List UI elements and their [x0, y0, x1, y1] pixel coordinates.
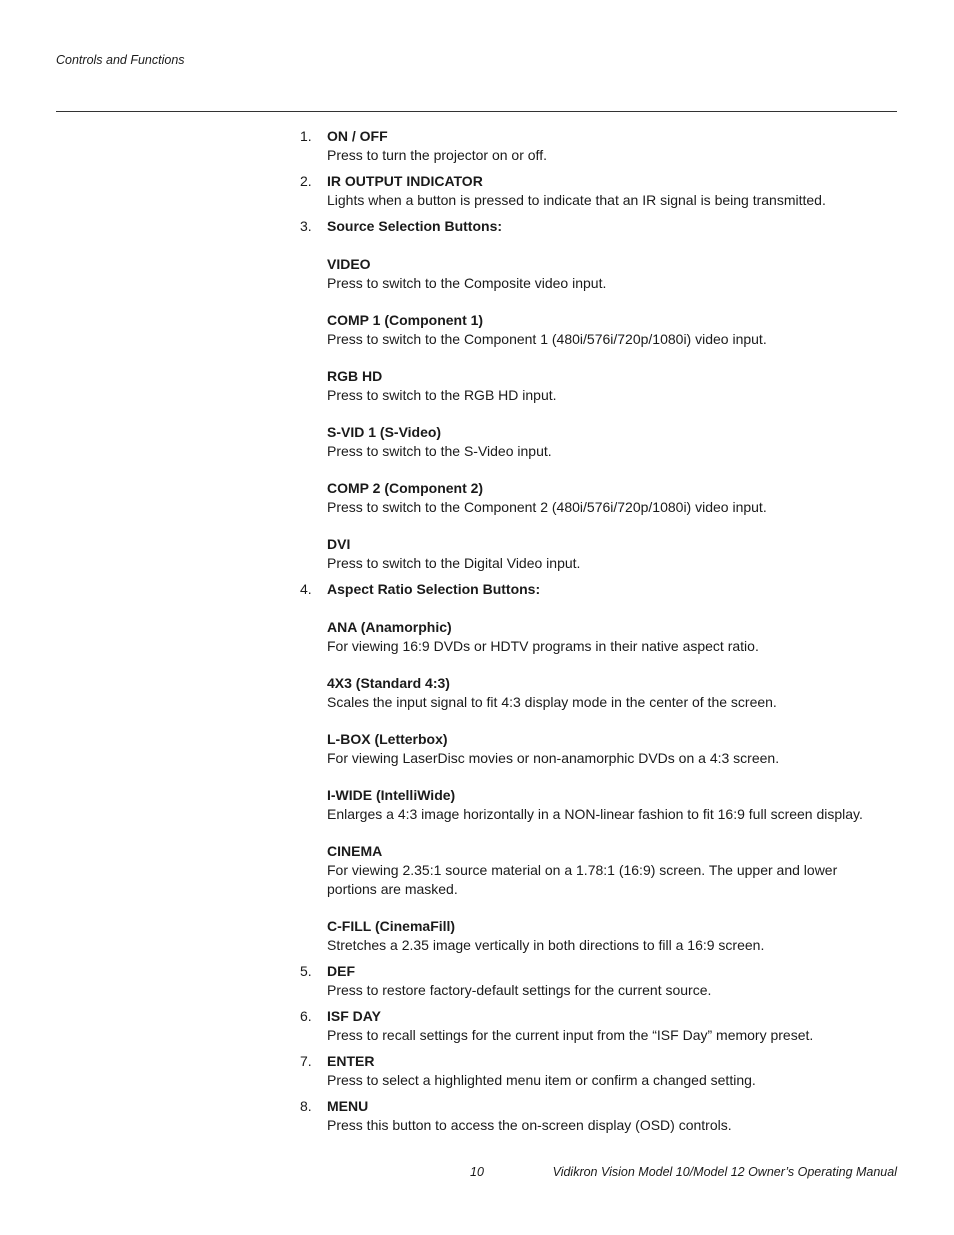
item-title: Source Selection Buttons:	[327, 218, 503, 234]
section-title: Controls and Functions	[56, 53, 185, 67]
sub-item-description: Enlarges a 4:3 image horizontally in a NON-linear fashion to fit 16:9 full screen display.	[327, 806, 863, 822]
sub-item	[327, 367, 888, 405]
sub-item	[327, 674, 888, 712]
sub-item	[327, 730, 888, 768]
list-item	[298, 127, 888, 165]
list-item	[298, 1052, 888, 1090]
sub-item-description: Press to switch to the S-Video input.	[327, 443, 552, 459]
sub-item-title: I-WIDE (IntelliWide)	[327, 787, 456, 803]
sub-item-description: For viewing 2.35:1 source material on a 1.78:1 (16:9) screen. The upper and lower portions are masked.	[327, 862, 838, 897]
item-title: MENU	[327, 1098, 369, 1114]
sub-item-description: Press to switch to the Digital Video input.	[327, 555, 581, 571]
sub-item	[327, 255, 888, 293]
item-number: 8.	[300, 1098, 312, 1114]
sub-item-description: Scales the input signal to fit 4:3 display mode in the center of the screen.	[327, 694, 777, 710]
list-item	[298, 962, 888, 1000]
item-description: Press to select a highlighted menu item or confirm a changed setting.	[327, 1072, 756, 1088]
sub-item-title: C-FILL (CinemaFill)	[327, 918, 456, 934]
item-title: DEF	[327, 963, 355, 979]
sub-item-title: RGB HD	[327, 368, 383, 384]
sub-item-description: Press to switch to the RGB HD input.	[327, 387, 557, 403]
header-divider	[56, 111, 897, 112]
sub-item	[327, 842, 888, 899]
item-description: Lights when a button is pressed to indicate that an IR signal is being transmitted.	[327, 192, 826, 208]
item-number: 7.	[300, 1053, 312, 1069]
sub-item-title: L-BOX (Letterbox)	[327, 731, 448, 747]
sub-item-title: ANA (Anamorphic)	[327, 619, 452, 635]
item-number: 6.	[300, 1008, 312, 1024]
list-item	[298, 1097, 888, 1135]
item-description: Press to restore factory-default settings for the current source.	[327, 982, 712, 998]
item-title: ON / OFF	[327, 128, 388, 144]
item-number: 3.	[300, 218, 312, 234]
page-number: 10	[470, 1165, 484, 1179]
item-title: ENTER	[327, 1053, 375, 1069]
list-item	[298, 172, 888, 210]
sub-item-description: Press to switch to the Component 1 (480i/576i/720p/1080i) video input.	[327, 331, 767, 347]
controls-list	[298, 127, 888, 1142]
sub-item-title: VIDEO	[327, 256, 371, 272]
sub-item-description: Press to switch to the Component 2 (480i/576i/720p/1080i) video input.	[327, 499, 767, 515]
sub-item-description: Stretches a 2.35 image vertically in both directions to fill a 16:9 screen.	[327, 937, 765, 953]
item-description: Press this button to access the on-screen display (OSD) controls.	[327, 1117, 732, 1133]
manual-title: Vidikron Vision Model 10/Model 12 Owner’s Operating Manual	[552, 1165, 897, 1179]
sub-item-title: COMP 2 (Component 2)	[327, 480, 484, 496]
sub-item-title: DVI	[327, 536, 351, 552]
sub-item	[327, 535, 888, 573]
item-title: ISF DAY	[327, 1008, 381, 1024]
item-number: 5.	[300, 963, 312, 979]
item-title: IR OUTPUT INDICATOR	[327, 173, 483, 189]
item-number: 2.	[300, 173, 312, 189]
item-description: Press to turn the projector on or off.	[327, 147, 547, 163]
item-description: Press to recall settings for the current input from the “ISF Day” memory preset.	[327, 1027, 814, 1043]
sub-item	[327, 479, 888, 517]
item-title: Aspect Ratio Selection Buttons:	[327, 581, 541, 597]
sub-item-title: COMP 1 (Component 1)	[327, 312, 484, 328]
list-item	[298, 1007, 888, 1045]
sub-item	[327, 786, 888, 824]
sub-item-title: S-VID 1 (S-Video)	[327, 424, 442, 440]
sub-item-description: For viewing LaserDisc movies or non-anamorphic DVDs on a 4:3 screen.	[327, 750, 780, 766]
sub-item-description: Press to switch to the Composite video input.	[327, 275, 607, 291]
item-number: 4.	[300, 581, 312, 597]
sub-item	[327, 423, 888, 461]
list-item	[298, 217, 888, 573]
sub-item	[327, 311, 888, 349]
sub-item-title: CINEMA	[327, 843, 383, 859]
sub-item-title: 4X3 (Standard 4:3)	[327, 675, 450, 691]
sub-item	[327, 917, 888, 955]
sub-item	[327, 618, 888, 656]
sub-item-description: For viewing 16:9 DVDs or HDTV programs in their native aspect ratio.	[327, 638, 759, 654]
item-number: 1.	[300, 128, 312, 144]
list-item	[298, 580, 888, 955]
